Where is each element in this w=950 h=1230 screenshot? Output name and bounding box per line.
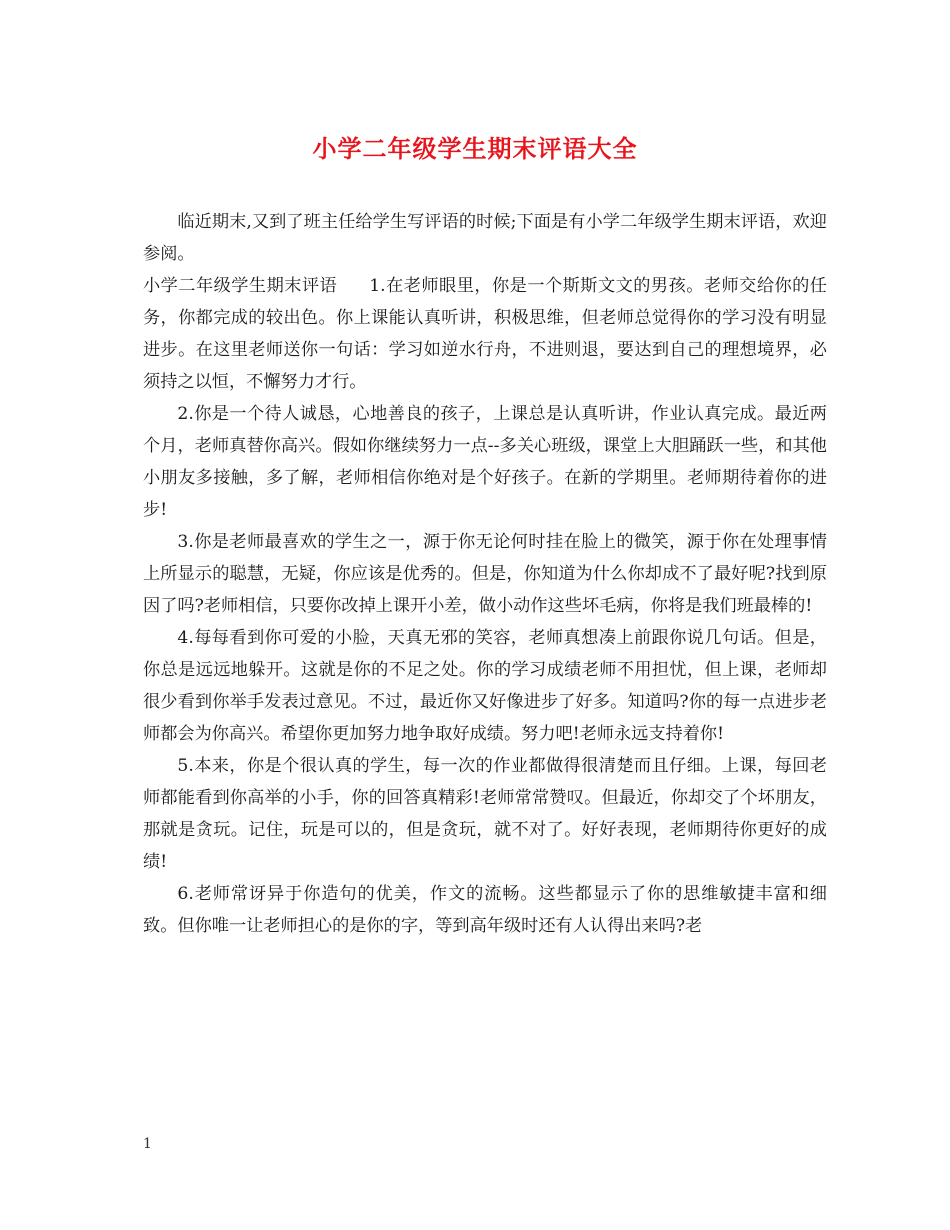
- comment-paragraph-3: 3.你是老师最喜欢的学生之一，源于你无论何时挂在脸上的微笑，源于你在处理事情上所显示的聪慧，无疑，你应该是优秀的。但是，你知道为什么你却成不了最好呢?找到原因了吗?老师相信，只要你改掉上课开小差，做小动作这些坏毛病，你将是我们班最棒的!: [143, 532, 827, 616]
- comment-paragraph-6: 6.老师常讶异于你造句的优美，作文的流畅。这些都显示了你的思维敏捷丰富和细致。但你唯一让老师担心的是你的字，等到高年级时还有人认得出来吗?老: [143, 884, 827, 936]
- comment-paragraph-1: [143, 270, 827, 398]
- section-heading: 小学二年级学生期末评语: [143, 276, 338, 296]
- comment-paragraph-2: 2.你是一个待人诚恳，心地善良的孩子，上课总是认真听讲，作业认真完成。最近两个月，老师真替你高兴。假如你继续努力一点--多关心班级，课堂上大胆踊跃一些，和其他小朋友多接触，多了解，老师相信你绝对是个好孩子。在新的学期里。老师期待着你的进步!: [143, 404, 827, 520]
- comment-1-text: 1.在老师眼里，你是一个斯斯文文的男孩。老师交给你的任务，你都完成的较出色。你上课能认真听讲，积极思维，但老师总觉得你的学习没有明显进步。在这里老师送你一句话：学习如逆水行舟，不进则退，要达到自己的理想境界，必须持之以恒，不懈努力才行。: [143, 276, 827, 392]
- comment-paragraph-4: 4.每每看到你可爱的小脸，天真无邪的笑容，老师真想凑上前跟你说几句话。但是，你总是远远地躲开。这就是你的不足之处。你的学习成绩老师不用担忧，但上课，老师却很少看到你举手发表过意见。不过，最近你又好像进步了好多。知道吗?你的每一点进步老师都会为你高兴。希望你更加努力地争取好成绩。努力吧!老师永远支持着你!: [143, 628, 827, 744]
- document-body: [143, 206, 827, 942]
- comment-paragraph-5: 5.本来，你是个很认真的学生，每一次的作业都做得很清楚而且仔细。上课，每回老师都能看到你高举的小手，你的回答真精彩!老师常常赞叹。但最近，你却交了个坏朋友，那就是贪玩。记住，玩是可以的，但是贪玩，就不对了。好好表现，老师期待你更好的成绩!: [143, 756, 827, 872]
- document-title: 小学二年级学生期末评语大全: [312, 134, 638, 163]
- page-number: 1: [143, 1136, 152, 1152]
- intro-paragraph: 临近期末,又到了班主任给学生写评语的时候;下面是有小学二年级学生期末评语，欢迎参阅。: [143, 212, 827, 264]
